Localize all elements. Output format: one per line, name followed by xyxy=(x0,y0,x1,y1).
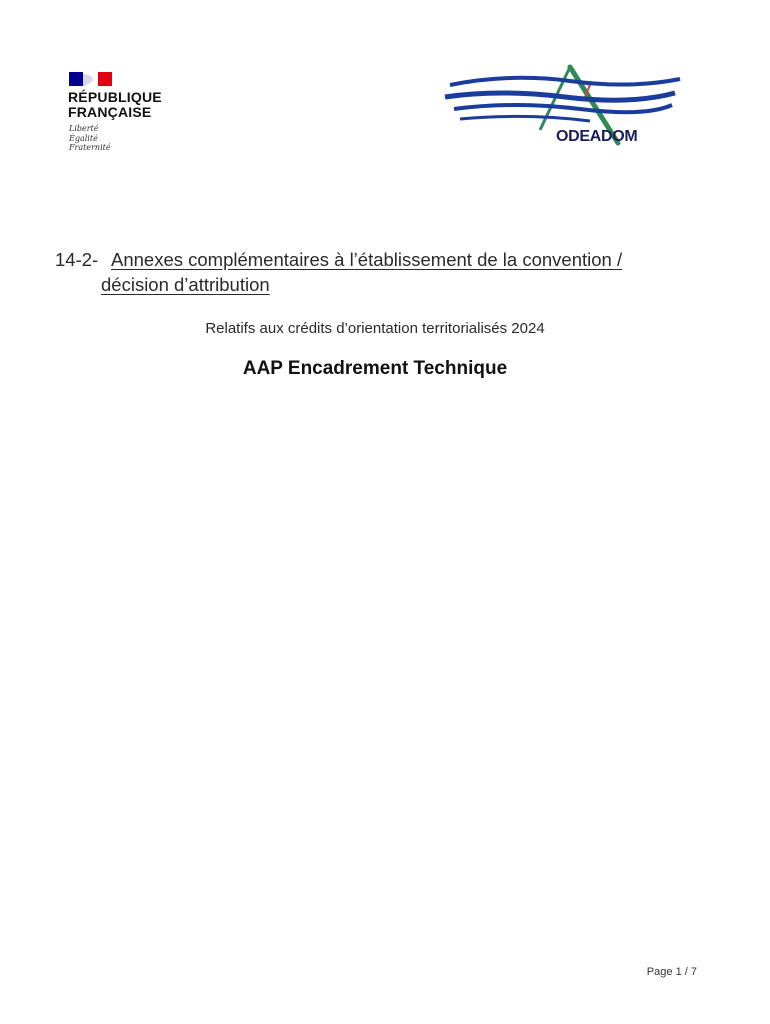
republique-francaise-logo xyxy=(60,66,180,166)
title-line-1: Annexes complémentaires à l’établissement de la convention / xyxy=(111,249,623,270)
page-label: Page xyxy=(646,966,673,978)
flag-blue-band xyxy=(69,72,83,86)
page-total: 7 xyxy=(690,966,697,978)
title-line-2: décision d’attribution xyxy=(101,274,270,295)
marianne-flag-icon xyxy=(69,72,112,86)
odeadom-emblem-icon xyxy=(440,55,695,180)
odeadom-logo xyxy=(440,55,695,180)
page-number xyxy=(647,966,697,978)
rf-name-line1: RÉPUBLIQUE xyxy=(68,89,162,105)
wave-2 xyxy=(445,93,675,100)
rf-name-line2: FRANÇAISE xyxy=(68,104,152,120)
wave-1 xyxy=(450,78,680,85)
motto-egalite: Égalité xyxy=(69,133,98,143)
document-title xyxy=(55,247,735,297)
page-separator: / xyxy=(684,966,688,978)
page-current: 1 xyxy=(675,966,682,978)
wave-3 xyxy=(454,105,672,112)
section-number: 14-2- xyxy=(55,249,99,270)
document-heading: AAP Encadrement Technique xyxy=(242,358,508,379)
motto-liberte: Liberté xyxy=(69,124,99,133)
republique-francaise-name xyxy=(68,90,162,120)
flag-red-band xyxy=(98,72,112,86)
motto-fraternite: Fraternité xyxy=(69,143,111,152)
republique-motto xyxy=(69,124,111,153)
document-subtitle: Relatifs aux crédits d’orientation territorialisés 2024 xyxy=(205,320,545,337)
wave-4 xyxy=(460,116,590,121)
odeadom-name: ODEADOM xyxy=(556,128,638,145)
